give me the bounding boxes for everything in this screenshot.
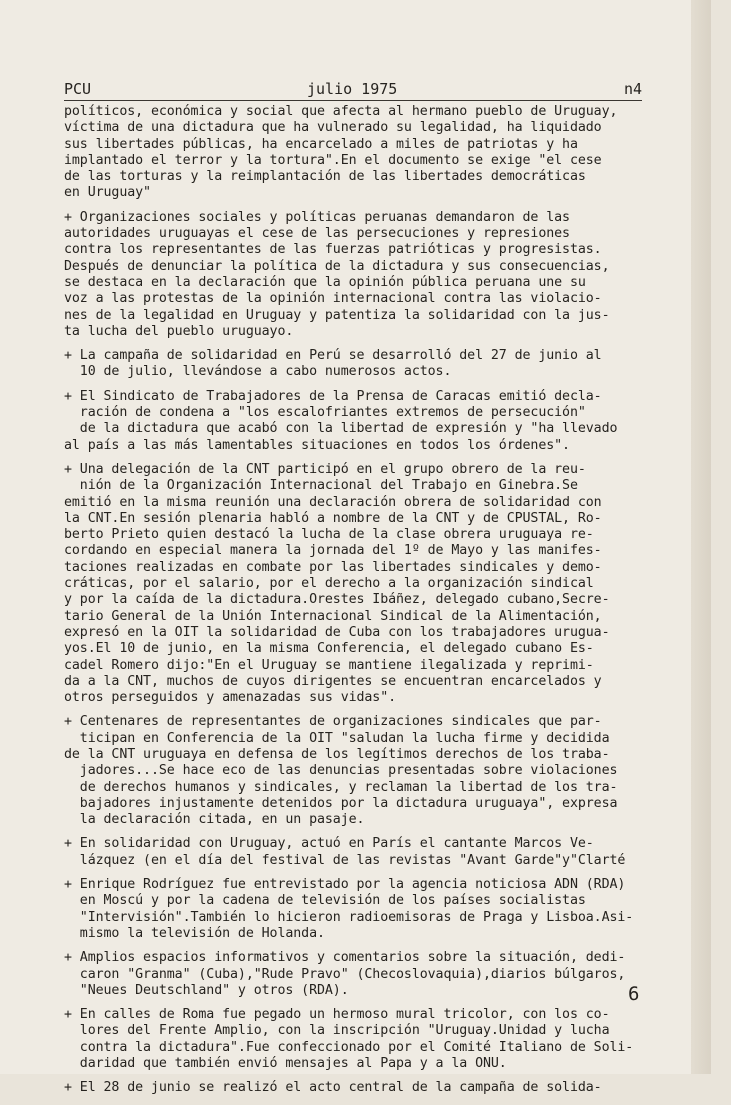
- text-line: + Una delegación de la CNT participó en el grupo obrero de la reu-: [64, 461, 586, 477]
- document-body: [64, 104, 646, 1105]
- text-line: cordando en especial manera la jornada del 1º de Mayo y las manifes-: [64, 543, 602, 559]
- text-line: berto Prieto quien destacó la lucha de la clase obrera uruguaya re-: [64, 527, 594, 543]
- text-line: víctima de una dictadura que ha vulnerado su legalidad, ha liquidado: [64, 120, 602, 136]
- paragraph: [64, 210, 646, 340]
- text-line: nes de la legalidad en Uruguay y patentiza la solidaridad con la jus-: [64, 307, 610, 323]
- text-line: contra los representantes de las fuerzas patrióticas y progresistas.: [64, 242, 602, 258]
- text-line: y por la caída de la dictadura.Orestes Ibáñez, delegado cubano,Secre-: [64, 592, 610, 608]
- text-line: ta lucha del pueblo uruguayo.: [64, 323, 294, 339]
- text-line: de las torturas y la reimplantación de las libertades democráticas: [64, 169, 586, 185]
- text-line: daridad que también envió mensajes al Papa y a la ONU.: [64, 1056, 507, 1072]
- text-line: cráticas, por el salario, por el derecho a la organización sindical: [64, 576, 594, 592]
- text-line: mismo la televisión de Holanda.: [64, 925, 325, 941]
- text-line: de la CNT uruguaya en defensa de los legítimos derechos de los traba-: [64, 746, 610, 762]
- paragraph: [64, 104, 646, 202]
- page-header: [64, 80, 642, 100]
- text-line: + El Sindicato de Trabajadores de la Prensa de Caracas emitió decla-: [64, 388, 602, 404]
- text-line: + Enrique Rodríguez fue entrevistado por la agencia noticiosa ADN (RDA): [64, 877, 626, 893]
- text-line: + Centenares de representantes de organizaciones sindicales que par-: [64, 714, 602, 730]
- text-line: sus libertades públicas, ha encarcelado a miles de patriotas y ha: [64, 136, 578, 152]
- text-line: yos.El 10 de junio, en la misma Conferencia, el delegado cubano Es-: [64, 641, 594, 657]
- paragraph: [64, 836, 646, 869]
- text-line: ración de condena a "los escalofriantes extremos de persecución": [64, 405, 586, 421]
- header-issue-number: n4: [623, 80, 642, 98]
- text-line: + En solidaridad con Uruguay, actuó en París el cantante Marcos Ve-: [64, 836, 594, 852]
- text-line: emitió en la misma reunión una declaración obrera de solidaridad con: [64, 494, 602, 510]
- text-line: en Moscú y por la cadena de televisión de los países socialistas: [64, 893, 586, 909]
- text-line: nión de la Organización Internacional del Trabajo en Ginebra.Se: [64, 478, 578, 494]
- text-line: autoridades uruguayas el cese de las persecuciones y represiones: [64, 226, 570, 242]
- text-line: jadores...Se hace eco de las denuncias presentadas sobre violaciones: [64, 763, 618, 779]
- text-line: implantado el terror y la tortura".En el documento se exige "el cese: [64, 152, 602, 168]
- text-line: + Organizaciones sociales y políticas peruanas demandaron de las: [64, 209, 570, 225]
- paragraph: [64, 1080, 646, 1096]
- text-line: la declaración citada, en un pasaje.: [64, 812, 365, 828]
- paragraph: [64, 877, 646, 942]
- header-publication: PCU: [64, 80, 92, 98]
- text-line: "Intervisión".También lo hicieron radioemisoras de Praga y Lisboa.Asi-: [64, 909, 634, 925]
- text-line: al país a las más lamentables situaciones en todos los órdenes".: [64, 437, 570, 453]
- text-line: + El 28 de junio se realizó el acto central de la campaña de solida-: [64, 1080, 602, 1096]
- paragraph: [64, 1007, 646, 1072]
- text-line: políticos, económica y social que afecta al hermano pueblo de Uruguay,: [64, 104, 618, 119]
- text-line: lores del Frente Amplio, con la inscripción "Uruguay.Unidad y lucha: [64, 1023, 610, 1039]
- page-number: 6: [628, 983, 640, 1005]
- text-line: "Neues Deutschland" y otros (RDA).: [64, 982, 349, 998]
- text-line: la CNT.En sesión plenaria habló a nombre de la CNT y de CPUSTAL, Ro-: [64, 510, 602, 526]
- text-line: + Amplios espacios informativos y comentarios sobre la situación, dedi-: [64, 950, 626, 966]
- text-line: bajadores injustamente detenidos por la dictadura uruguaya", expresa: [64, 795, 618, 811]
- header-rule: [64, 100, 642, 101]
- text-line: caron "Granma" (Cuba),"Rude Pravo" (Checoslovaquia),diarios búlgaros,: [64, 966, 626, 982]
- text-line: otros perseguidos y amenazadas sus vidas".: [64, 690, 397, 706]
- header-date: julio 1975: [307, 80, 398, 98]
- text-line: lázquez (en el día del festival de las revistas "Avant Garde"y"Clarté: [64, 852, 626, 868]
- paragraph: [64, 714, 646, 828]
- text-line: 10 de julio, llevándose a cabo numerosos actos.: [64, 364, 452, 380]
- paragraph: [64, 950, 646, 999]
- text-line: contra la dictadura".Fue confeccionado por el Comité Italiano de Soli-: [64, 1039, 634, 1055]
- text-line: expresó en la OIT la solidaridad de Cuba con los trabajadores urugua-: [64, 624, 610, 640]
- text-line: + En calles de Roma fue pegado un hermoso mural tricolor, con los co-: [64, 1007, 610, 1023]
- text-line: + La campaña de solidaridad en Perú se desarrolló del 27 de junio al: [64, 348, 602, 364]
- text-line: ticipan en Conferencia de la OIT "saludan la lucha firme y decidida: [64, 730, 610, 746]
- text-line: se destaca en la declaración que la opinión pública peruana une su: [64, 274, 586, 290]
- text-line: Después de denunciar la política de la dictadura y sus consecuencias,: [64, 258, 610, 274]
- text-line: da a la CNT, muchos de cuyos dirigentes se encuentran encarcelados y: [64, 673, 602, 689]
- text-line: de derechos humanos y sindicales, y reclaman la libertad de los tra-: [64, 779, 618, 795]
- page-edge-shadow: [691, 0, 711, 1074]
- text-line: taciones realizadas en combate por las libertades sindicales y demo-: [64, 559, 602, 575]
- paragraph: [64, 389, 646, 454]
- paragraph: [64, 348, 646, 381]
- text-line: en Uruguay": [64, 185, 151, 201]
- text-line: tario General de la Unión Internacional Sindical de la Alimentación,: [64, 608, 602, 624]
- text-line: de la dictadura que acabó con la libertad de expresión y "ha llevado: [64, 421, 618, 437]
- paragraph: [64, 462, 646, 706]
- text-line: voz a las protestas de la opinión internacional contra las violacio-: [64, 291, 602, 307]
- text-line: cadel Romero dijo:"En el Uruguay se mantiene ilegalizada y reprimi-: [64, 657, 594, 673]
